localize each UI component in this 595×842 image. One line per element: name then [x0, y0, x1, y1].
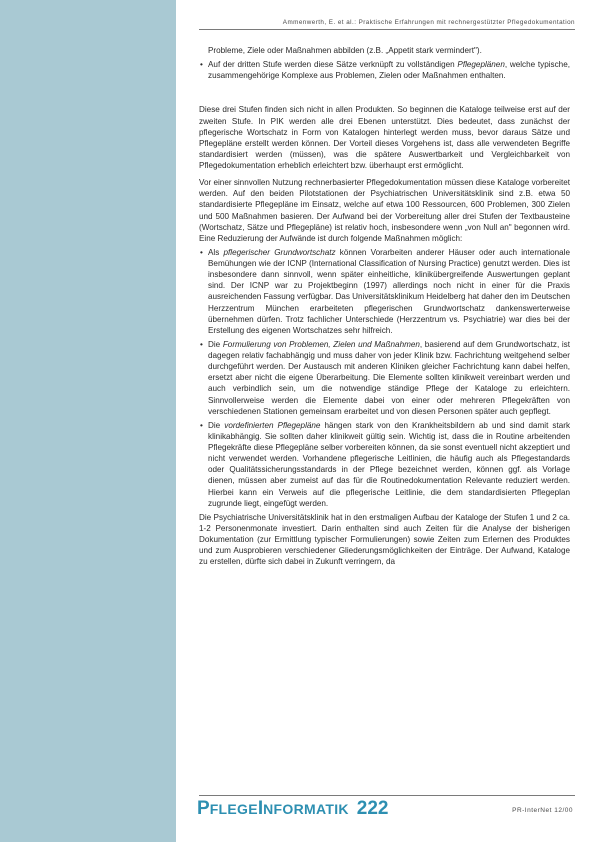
decorative-sidebar: [0, 0, 176, 842]
brand-logo: PFLEGEINFORMATIK 222: [197, 798, 389, 819]
paragraph: Vor einer sinnvollen Nutzung rechnerbasierter Pflegedokumentation müssen diese Kataloge vorbereitet werden. Auf den beiden Pilotstationen der Psychiatrischen Universitätsklinik sind z.B. etwa 50 standardisierte Pflegepläne im Einsatz, welche auf etwa 100 Ressourcen, 600 Problemen, 300 Zielen und 500 Maßnahmen basieren. Der Aufwand bei der Vorbereitung aller drei Stufen der Textbausteine (Wortschatz, Sätze und Pflegepläne) ist relativ hoch, insbesondere wenn „von Null an" begonnen wird. Eine Reduzierung der Aufwände ist durch folgende Maßnahmen möglich:: [199, 178, 570, 243]
page: [179, 0, 595, 842]
paragraph: Die Psychiatrische Universitätsklinik hat in den erstmaligen Aufbau der Kataloge der Stufen 1 und 2 ca. 1-2 Personenmonate investiert. Darin enthalten sind auch Zeiten für die Analyse der bisherigen Dokumentation (zur Ermittlung typischer Formulierungen) sowie Zeiten zum Erlernen des Produktes und zum Ausprobieren verschiedener Gliederungsmöglichkeiten der Einträge. Der Aufwand, Kataloge zu erstellen, dürfte sich dabei in Zukunft verringern, da: [199, 512, 570, 567]
running-header: Ammenwerth, E. et al.: Praktische Erfahrungen mit rechnergestützter Pflegedokumentation: [282, 19, 575, 26]
article-body: [199, 45, 570, 567]
list-item: • Als pflegerischer Grundwortschatz können Vorarbeiten anderer Häuser oder auch internationale Bemühungen wie der ICNP (International Classification of Nursing Practice) genutzt werden. Dies ist insbesondere dann sinnvoll, wenn später einheitliche, klinikübergreifende Auswertungen geplant sind. Der ICNP war zu Projektbeginn (1997) allerdings noch nicht in einer für die Praxis ausreichenden Fassung verfügbar. Das Universitätsklinikum Heidelberg hat daher den im Deutschen Herzzentrum München erarbeiteten pflegerischen Grundwortschatz dankenswerterweise übernehmen dürfen. Trotz fachlicher Unterschiede (Herzzentrum vs. Psychiatrie) war dies bei der Erstellung des eigenen Wortschatzes sehr hilfreich.: [200, 247, 571, 335]
footer-rule: [199, 795, 575, 796]
list-item: • Auf der dritten Stufe werden diese Sätze verknüpft zu vollständigen Pflegeplänen, welche typische, zusammengehörige Komplexe aus Problemen, Zielen oder Maßnahmen enthalten.: [200, 60, 570, 81]
page-number: 222: [356, 798, 389, 819]
bullet-icon: •: [200, 60, 203, 70]
bullet-icon: •: [200, 420, 203, 430]
paragraph: Diese drei Stufen finden sich nicht in allen Produkten. So beginnen die Kataloge teilweise erst auf der zweiten Stufe. In PIK werden alle drei Ebenen unterstützt. Dies bedeutet, dass zunächst der pflegerische Wortschatz in Form von Katalogen hinterlegt werden muss, bevor daraus Sätze und Pflegepläne erstellt werden können. Der Vorteil dieses Vorgehens ist, dass alle verwendeten Begriffe standardisiert werden (müssen), was die spätere Auswertbarkeit und Vergleichbarkeit von Pflegedokumentation erheblich erleichtert bzw. überhaupt erst ermöglicht.: [199, 105, 570, 170]
bullet-icon: •: [200, 339, 203, 349]
issue-label: PR-InterNet 12/00: [512, 807, 573, 814]
list-item: • Die vordefinierten Pflegepläne hängen stark von den Krankheitsbildern ab und sind damit stark klinikabhängig. Sie sollten daher klinikweit gültig sein. Wichtig ist, dass die in Routine arbeitenden Pflegekräfte diese Pflegepläne selber vorbereiten können, da sie sonst eventuell nicht akzeptiert und nicht verwendet werden. Vorhandene pflegerische Leitlinien, die häufig auch als Pflegestandards oder Qualitätssicherungsstandards in der Pflege bezeichnet werden, können ggf. als Vorlage dienen, müssen aber zumeist auf das für die Routinedokumentation Relevante reduziert werden. Hierbei kann ein Verweis auf die pflegerische Leitlinie, die dem standardisierten Pflegeplan zugrunde liegt, eingefügt werden.: [200, 420, 571, 508]
list-item: • Die Formulierung von Problemen, Zielen und Maßnahmen, basierend auf dem Grundwortschatz, ist dagegen relativ fachabhängig und muss daher von jeder Klinik bzw. Fachrichtung weitgehend selber durchgeführt werden. Der Austausch mit anderen Kliniken gleicher Fachrichtung kann dabei helfen, ersetzt aber nicht die eigene Überarbeitung. Die Elemente sollten klinikweit vereinbart werden und auch verbindlich sein, um die notwendige ständige Pflege der Kataloge zu erleichtern. Sinnvollerweise werden die Elemente dabei von einer oder mehreren Pflegekräften von verschiedenen Stationen gemeinsam erarbeitet und von diesen Personen später auch gepflegt.: [200, 339, 570, 416]
bullet-icon: •: [200, 247, 203, 257]
bullet-continuation: Probleme, Ziele oder Maßnahmen abbilden (z.B. „Appetit stark vermindert").: [208, 46, 482, 55]
header-rule: [199, 29, 575, 30]
